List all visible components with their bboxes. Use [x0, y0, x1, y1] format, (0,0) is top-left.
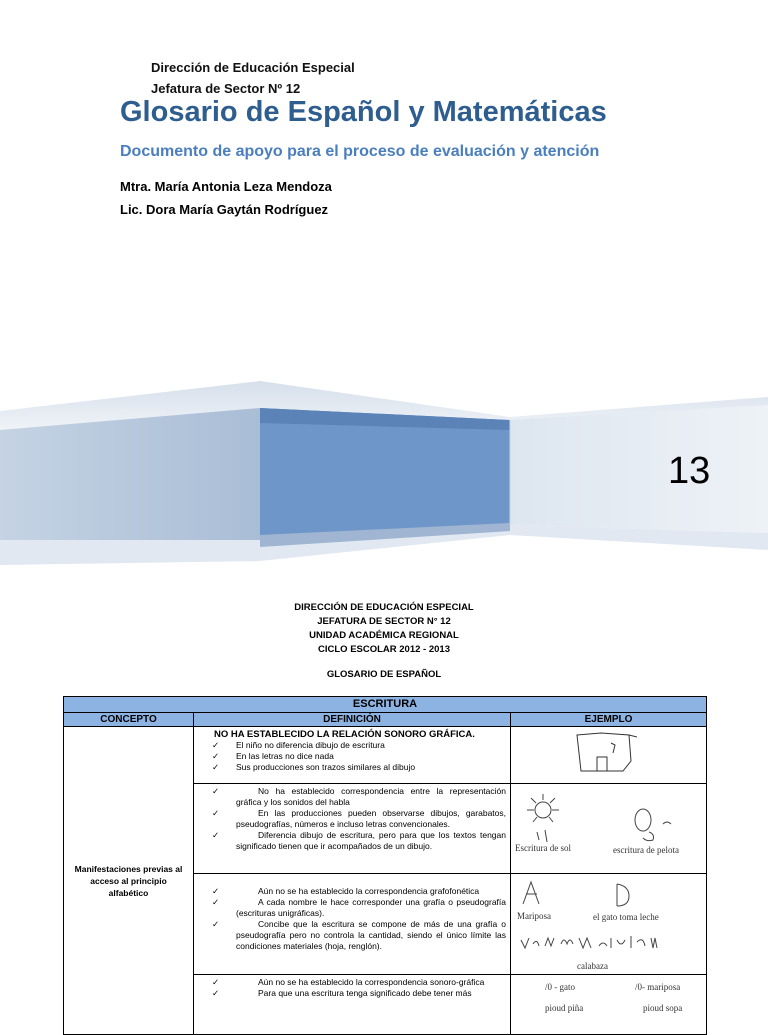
checkmark-icon: ✓	[212, 919, 220, 929]
definition-bullet: ✓ No ha establecido correspondencia entre la representación gráfica y los sonidos del habla	[212, 786, 506, 807]
definition-cell	[194, 975, 511, 1035]
decorative-banner	[0, 375, 768, 575]
author-2: Lic. Dora María Gaytán Rodríguez	[120, 202, 329, 217]
definition-heading: NO HA ESTABLECIDO LA RELACIÓN SONORO GRÁFICA.	[214, 729, 475, 740]
definition-cell	[194, 784, 511, 874]
definition-bullet: ✓ Aún no se ha establecido la correspondencia sonoro-gráfica	[212, 977, 485, 987]
column-header-definicion: DEFINICIÓN	[194, 713, 511, 727]
organization-line-2: Jefatura de Sector Nº 12	[151, 81, 301, 96]
example-caption: pioud sopa	[643, 1003, 683, 1013]
example-caption: calabaza	[577, 961, 608, 971]
checkmark-icon: ✓	[212, 740, 220, 750]
child-drawing-house	[511, 727, 707, 781]
checkmark-icon: ✓	[212, 808, 220, 818]
example-caption: /0- mariposa	[635, 982, 681, 992]
checkmark-icon: ✓	[212, 886, 220, 896]
definition-cell	[194, 727, 511, 784]
example-cell	[511, 874, 707, 975]
checkmark-icon: ✓	[212, 751, 220, 761]
example-cell	[511, 727, 707, 784]
definition-bullet: ✓ En las letras no dice nada	[212, 751, 334, 761]
document-title: Glosario de Español y Matemáticas	[120, 96, 607, 128]
document-subtitle: Documento de apoyo para el proceso de evaluación y atención	[120, 143, 600, 160]
header-line: DIRECCIÓN DE EDUCACIÓN ESPECIAL	[294, 602, 474, 613]
example-cell	[511, 975, 707, 1035]
child-drawing-sun-ball	[511, 784, 707, 873]
example-caption: Escritura de sol	[515, 843, 571, 853]
definition-bullet: ✓ A cada nombre le hace corresponder una grafía o pseudografía (escrituras unigráficas).	[212, 897, 506, 918]
author-1: Mtra. María Antonia Leza Mendoza	[120, 179, 332, 194]
header-line: CICLO ESCOLAR 2012 - 2013	[318, 644, 450, 655]
checkmark-icon: ✓	[212, 897, 220, 907]
definition-bullet: ✓ Concibe que la escritura se compone de más de una grafía o pseudografía pero no controla la cantidad, siendo el único límite las condiciones materiales (hoja, renglón).	[212, 919, 506, 951]
section-title: GLOSARIO DE ESPAÑOL	[326, 669, 442, 680]
checkmark-icon: ✓	[212, 988, 220, 998]
document-header	[0, 601, 768, 657]
example-caption: /0 - gato	[545, 982, 575, 992]
example-caption: escritura de pelota	[613, 845, 679, 855]
checkmark-icon: ✓	[212, 977, 220, 987]
table-title: ESCRITURA	[64, 697, 707, 713]
glossary-table	[63, 696, 707, 1035]
concept-text: Manifestaciones previas al acceso al principio alfabético	[74, 863, 183, 898]
child-drawing-letters	[511, 874, 707, 974]
example-caption: Mariposa	[517, 911, 551, 921]
organization-line-1: Dirección de Educación Especial	[151, 60, 355, 75]
header-line: JEFATURA DE SECTOR N° 12	[317, 616, 451, 627]
example-caption: pioud piña	[545, 1003, 584, 1013]
checkmark-icon: ✓	[212, 762, 220, 772]
definition-bullet: ✓ Para que una escritura tenga significado debe tener más	[212, 988, 472, 998]
cover-page-number: 13	[668, 450, 711, 492]
definition-bullet: ✓ En las producciones pueden observarse dibujos, garabatos, pseudografías, números e incluso letras convencionales.	[212, 808, 506, 829]
example-cell	[511, 784, 707, 874]
column-header-concepto: CONCEPTO	[64, 713, 194, 727]
definition-cell	[194, 874, 511, 975]
checkmark-icon: ✓	[212, 830, 220, 840]
checkmark-icon: ✓	[212, 786, 220, 796]
definition-bullet: ✓ Aún no se ha establecido la correspondencia grafofonética	[212, 886, 480, 896]
definition-bullet: ✓ Sus producciones son trazos similares al dibujo	[212, 762, 416, 772]
column-header-ejemplo: EJEMPLO	[511, 713, 707, 727]
header-line: UNIDAD ACADÉMICA REGIONAL	[309, 630, 459, 641]
definition-bullet: ✓ Diferencia dibujo de escritura, pero para que los textos tengan significado tienen que ir acompañados de un dibujo.	[212, 830, 506, 851]
definition-bullet: ✓ El niño no diferencia dibujo de escritura	[212, 740, 385, 750]
example-caption: el gato toma leche	[593, 912, 659, 922]
concept-cell	[64, 727, 194, 1035]
